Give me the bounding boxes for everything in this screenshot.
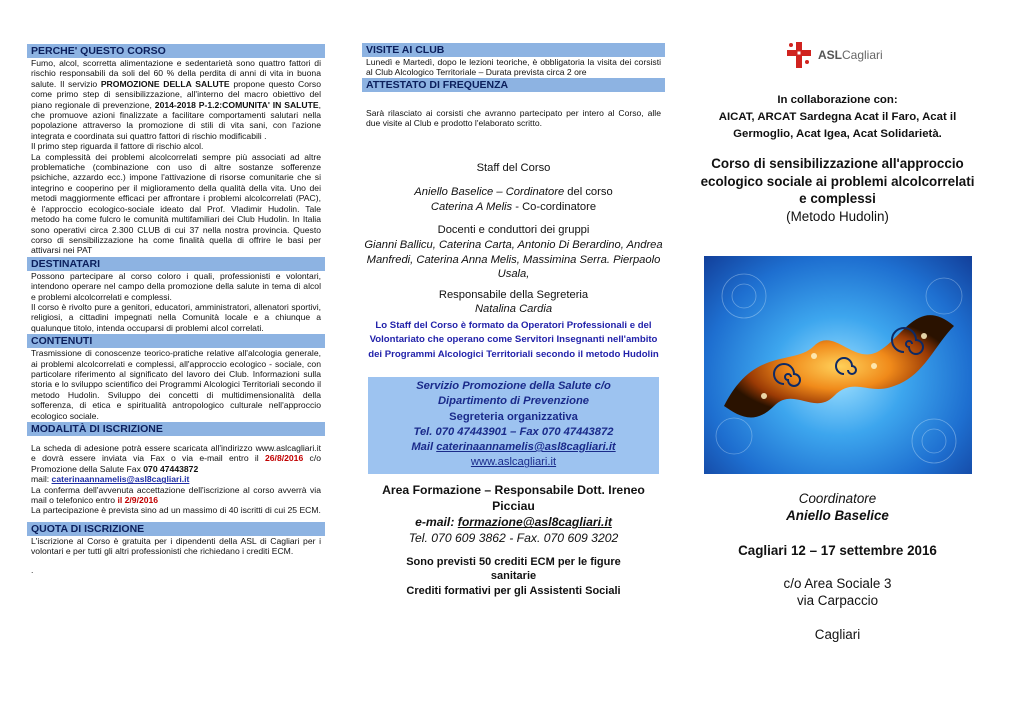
- perche-p1-bold: PROMOZIONE DELLA SALUTE: [100, 78, 230, 89]
- quota-dot: .: [31, 564, 34, 575]
- coordinator-line: [362, 185, 665, 200]
- modalita-text: [27, 443, 325, 516]
- modalita-p1b: c/o Promozione della Salute Fax: [31, 453, 321, 474]
- coordinator-role-b: del corso: [564, 186, 613, 199]
- course-details: [700, 490, 975, 643]
- staff-title: Staff del Corso: [476, 161, 551, 174]
- asl-logo: [786, 40, 975, 70]
- modalita-p3: La partecipazione è prevista sino ad un massimo di 40 iscritti di cui 25 ECM.: [31, 505, 321, 516]
- box-line3: Segreteria organizzativa: [449, 410, 578, 423]
- area-tel: Tel. 070 609 3862 - Fax. 070 609 3202: [408, 531, 619, 546]
- visite-text: Lunedì e Martedì, dopo le lezioni teoriche, è obbligatoria la visita dei corsisti al Club Alcologico Territoriale – Durata prevista circa 2 ore: [366, 57, 661, 78]
- area-mail-label: e-mail:: [415, 515, 458, 530]
- asl-logo-text-bold: ASL: [818, 48, 842, 62]
- section-heading-attestato: ATTESTATO DI FREQUENZA: [362, 78, 665, 92]
- course-title: Corso di sensibilizzazione all'approccio ecologico sociale ai problemi alcolcorrelati e complessi: [700, 156, 975, 207]
- quota-text: L'iscrizione al Corso è gratuita per i dipendenti della ASL di Cagliari per i volontari e per tutti gli altri professionisti che richiedano i crediti ECM.: [31, 535, 321, 557]
- perche-p2: Il primo step riguarda il fattore di rischio alcol.: [31, 141, 204, 152]
- box-line4: Tel. 070 47443901 – Fax 070 47443872: [413, 425, 614, 438]
- section-heading-quota: QUOTA DI ISCRIZIONE: [27, 522, 325, 536]
- modalita-date2: il 2/9/2016: [117, 495, 159, 506]
- destinatari-text: [27, 271, 325, 333]
- coordinator-name-right: Aniello Baselice: [786, 508, 889, 523]
- fractal-image: [704, 256, 972, 474]
- box-line1: Servizio Promozione della Salute c/o: [416, 380, 611, 393]
- coordinator-role-a: – Cordinatore: [493, 186, 565, 199]
- area-formazione-title: Area Formazione – Responsabile Dott. Ireneo Picciau: [382, 483, 645, 514]
- attestato-text: Sarà rilasciato ai corsisti che avranno partecipato per intero al Corso, alle due visite al Club e prodotto l'elaborato scritto.: [366, 107, 661, 129]
- co-coordinator-name: Caterina A Melis: [430, 200, 513, 213]
- area-mail-link[interactable]: formazione@asl8cagliari.it: [457, 515, 612, 530]
- ecm-note: Sono previsti 50 crediti ECM per le figure sanitarie: [406, 556, 621, 582]
- staff-note: Lo Staff del Corso è formato da Operatori Professionali e del Volontariato che operano come Servitori Insegnanti nell'ambito dei Programmi Alcologici Territoriali secondo il metodo Hudolin: [368, 319, 659, 360]
- modalita-mail-link[interactable]: caterinaannamelis@asl8cagliari.it: [51, 474, 190, 485]
- coordinator-name: Aniello Baselice: [414, 186, 494, 199]
- docenti-names: Gianni Ballicu, Caterina Carta, Antonio Di Berardino, Andrea Manfredi, Caterina Anna Melis, Massimina Serra. Pierpaolo Usala,: [364, 239, 663, 281]
- area-mail-line: [362, 514, 665, 530]
- box-mail-line: [370, 440, 657, 455]
- collab-title: In collaborazione con:: [777, 94, 898, 106]
- contenuti-text: Trasmissione di conoscenze teorico-pratiche relative all'alcologia generale, ai problemi alcolcorrelati e complessi, all'approccio ecologico - sociale, con particolare riferimento al significato del lavoro dei Club. Informazioni sulla storia e lo sviluppo scientifico dei Programmi Alcologici Territoriali secondo il metodo Hudolin. Sviluppo dei concetti di multidimensionalità della sofferenza, di etica e spiritualità antropologico culturale nell'approccio ecologico sociale.: [31, 348, 321, 421]
- coordinator-label: Coordinatore: [798, 491, 877, 506]
- segreteria-title: Responsabile della Segreteria: [438, 288, 589, 301]
- section-heading-visite: VISITE AI CLUB: [362, 43, 665, 57]
- middle-column: [362, 43, 665, 598]
- collab-list: AICAT, ARCAT Sardegna Acat il Faro, Acat il Germoglio, Acat Igea, Acat Solidarietà.: [718, 111, 957, 140]
- asl-logo-icon: [786, 40, 812, 70]
- asl-logo-text-light: Cagliari: [842, 48, 883, 62]
- course-dates: Cagliari 12 – 17 settembre 2016: [738, 543, 937, 558]
- perche-p1: Fumo, alcol, scorretta alimentazione e sedentarietà sono quattro fattori di rischio responsabili da soli del 60 % della perdita di anni di vita in buona salute. Il servizio: [31, 58, 321, 89]
- destinatari-p1: Possono partecipare al corso coloro i quali, professionisti e volontari, intendono operare nel campo della promozione della salute in tema di alcol e problemi alcolcorrelati e complessi.: [31, 270, 321, 302]
- destinatari-p2: Il corso è rivolto pure a genitori, educatori, amministratori, allenatori sportivi, religiosi, a cittadini impegnati nella Comunità locale e a chiunque a qualunque titolo, intenda occuparsi di problemi alcol correlati.: [31, 301, 321, 333]
- co-coordinator-role: - Co-cordinatore: [512, 200, 597, 213]
- box-mail-link[interactable]: caterinaannamelis@asl8cagliari.it: [436, 441, 616, 453]
- box-mail-label: Mail: [411, 441, 437, 453]
- crediti-note: Crediti formativi per gli Assistenti Sociali: [406, 584, 621, 597]
- venue-line1: c/o Area Sociale 3: [783, 576, 892, 591]
- course-method: (Metodo Hudolin): [786, 208, 889, 224]
- co-coordinator-line: [362, 200, 665, 215]
- section-heading-destinatari: DESTINATARI: [27, 257, 325, 271]
- section-heading-modalita: MODALITÀ DI ISCRIZIONE: [27, 422, 325, 436]
- perche-p1b: propone questo Corso come primo step di sensibilizzazione, all'interno del macro obiettivo del piano regionale di prevenzione,: [31, 78, 321, 110]
- segreteria-name: Natalina Cardia: [474, 303, 553, 316]
- box-line2: Dipartimento di Prevenzione: [437, 395, 590, 408]
- modalita-fax: 070 47443872: [143, 463, 199, 474]
- contact-box: [368, 377, 659, 474]
- staff-section: [362, 161, 665, 317]
- venue-line2: via Carpaccio: [796, 593, 879, 608]
- perche-p1-bold2: 2014-2018 P-1.2:COMUNITA' IN SALUTE: [154, 99, 319, 110]
- asl-logo-text: [818, 48, 883, 62]
- modalita-mail-label: mail:: [31, 474, 52, 485]
- docenti-title: Docenti e conduttori dei gruppi: [437, 224, 590, 237]
- section-heading-perche: PERCHE' QUESTO CORSO: [27, 44, 325, 58]
- right-column: [700, 40, 975, 642]
- perche-p3: La complessità dei problemi alcolcorrelati sempre più associati ad altre problematiche (combinazione con uso di altre sostanze sofferenze psichiche, azzardo ecc.) impone l'attivazione di risorse comunitarie che si integrino e cooperino per il miglioramento della qualità della vita. Uno dei metodi maggiormente efficaci per affrontare i problemi alcolcorrelati (PAC), è l'approccio ecologico-sociale ideato dal Prof. Vladimir Hudolin. Tale metodo ha come fulcro le comunità multifamiliari dei Club Hudolin. In Italia sono operativi circa 2.300 CLUB di cui 37 nella nostra provincia. Questo corso di sensibilizzazione ha come finalità quella di offrire le basi per attivarsi nei PAT: [31, 151, 321, 256]
- perche-text: [27, 58, 325, 256]
- modalita-p2: La conferma dell'avvenuta accettazione dell'iscrizione al corso avverrà via mail o telefonico entro: [31, 484, 321, 506]
- modalita-p1: La scheda di adesione potrà essere scaricata all'indirizzo www.aslcagliari.it e dovrà essere inviata via Fax o via e-mail entro il: [31, 443, 321, 464]
- venue-city: Cagliari: [814, 627, 861, 642]
- fractal-graphic: [704, 256, 972, 474]
- modalita-date1: 26/8/2016: [265, 453, 304, 464]
- left-column: [27, 44, 325, 575]
- perche-p1c: , che promuove azioni finalizzate a facilitare comportamenti salutari nella popolazione attraverso la promozione di stili di vita sani, con l'azione integrata e coordinata sui quattro fattori di rischio modificabili .: [31, 99, 321, 141]
- section-heading-contenuti: CONTENUTI: [27, 334, 325, 348]
- box-web-link[interactable]: www.aslcagliari.it: [470, 456, 557, 469]
